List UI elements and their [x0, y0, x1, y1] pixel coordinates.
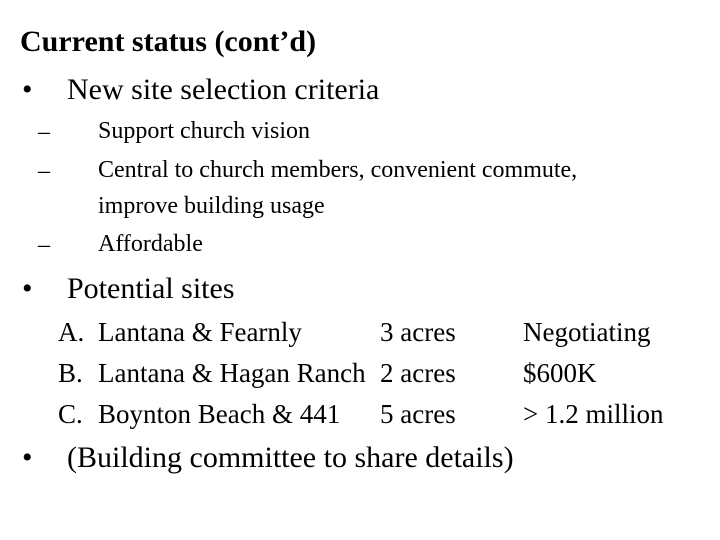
criteria-item-central: Central to church members, convenient commute, [98, 157, 578, 183]
dash-1: – [38, 119, 50, 145]
site-status: Negotiating [523, 317, 651, 347]
site-letter: A. [58, 317, 85, 347]
committee-note: (Building committee to share details) [67, 441, 514, 474]
site-acres: 3 acres [380, 317, 456, 347]
site-status: $600K [523, 358, 597, 388]
slide-title: Current status (cont’d) [20, 25, 317, 58]
site-acres: 2 acres [380, 358, 456, 388]
site-status: > 1.2 million [523, 399, 664, 429]
site-acres: 5 acres [380, 399, 456, 429]
criteria-heading: New site selection criteria [67, 73, 380, 106]
site-row [58, 353, 698, 393]
site-letter: B. [58, 358, 83, 388]
criteria-item-central-cont: improve building usage [98, 193, 325, 219]
site-row [58, 312, 698, 352]
dash-2: – [38, 158, 50, 184]
bullet-note: • [22, 441, 33, 474]
site-letter: C. [58, 399, 83, 429]
bullet-sites: • [22, 272, 33, 305]
bullet-criteria: • [22, 73, 33, 106]
site-name: Boynton Beach & 441 [98, 399, 341, 429]
criteria-item-vision: Support church vision [98, 118, 310, 144]
criteria-item-affordable: Affordable [98, 231, 203, 257]
site-name: Lantana & Fearnly [98, 317, 302, 347]
sites-heading: Potential sites [67, 272, 235, 305]
site-row [58, 394, 698, 434]
dash-3: – [38, 232, 50, 258]
site-name: Lantana & Hagan Ranch [98, 358, 366, 388]
